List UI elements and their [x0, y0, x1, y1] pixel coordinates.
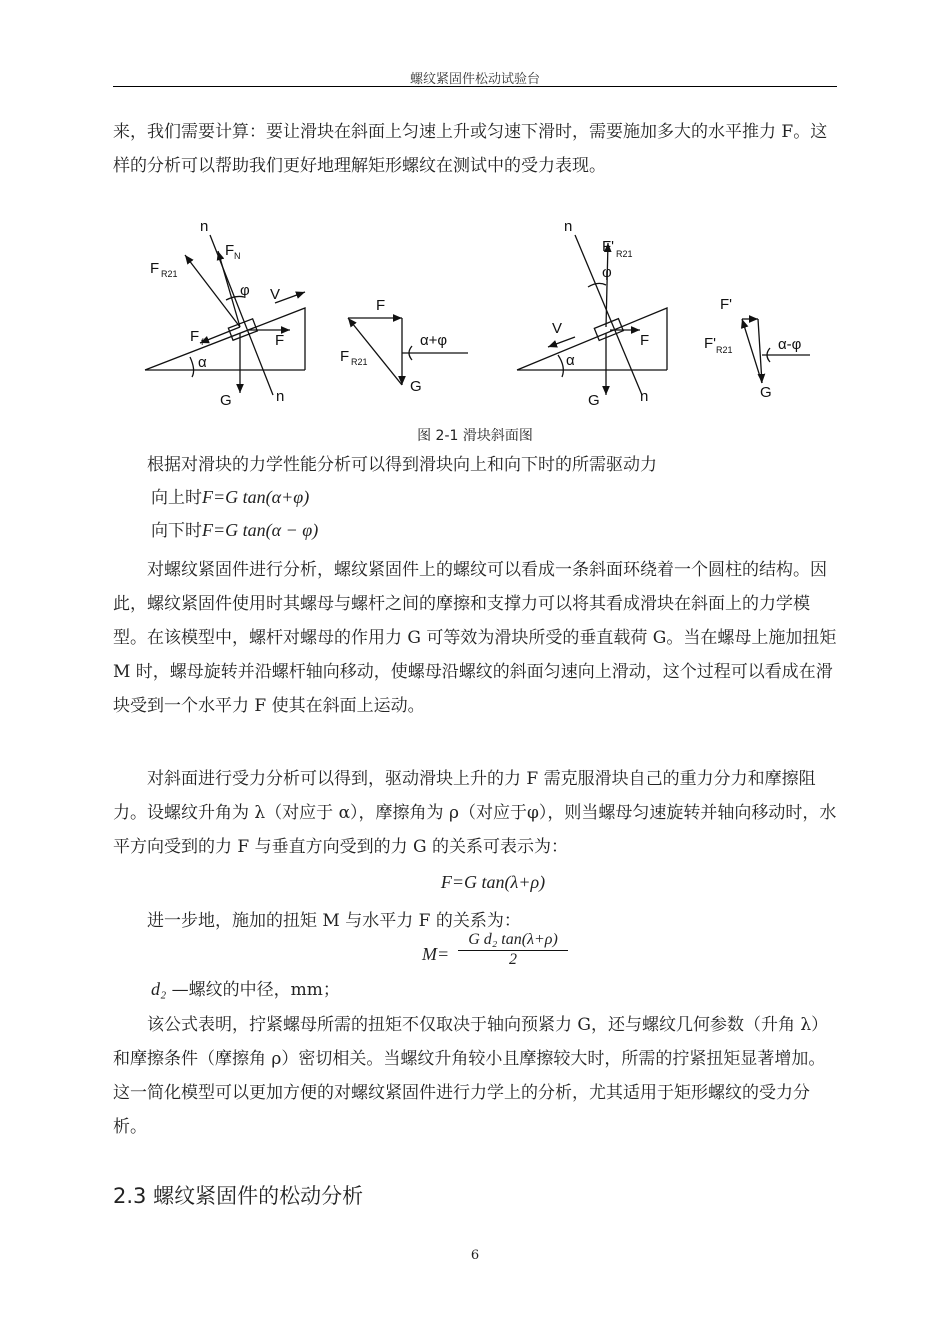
label-FR21p-3-sub: R21 — [616, 249, 633, 259]
down-equation: F=G tan(α − φ) — [202, 520, 319, 540]
incline-figure — [130, 215, 830, 415]
page-number: 6 — [470, 1248, 480, 1263]
label-FN-sub: N — [234, 251, 241, 261]
label-F-1: F — [275, 332, 285, 349]
label-FR21-sub: R21 — [161, 269, 178, 279]
up-label: 向上时 — [151, 488, 202, 508]
label-phi-1: φ — [240, 282, 250, 299]
label-G-3: G — [588, 392, 600, 409]
label-n-bottom-3: n — [640, 388, 649, 405]
torque-paragraph: 进一步地，施加的扭矩 M 与水平力 F 的关系为： — [147, 911, 521, 931]
section-heading: 2.3 螺纹紧固件的松动分析 — [113, 1184, 364, 1208]
running-header: 螺纹紧固件松动试验台 — [409, 72, 540, 87]
d2-description: —螺纹的中径，mm； — [171, 980, 340, 1000]
label-G-4: G — [760, 384, 772, 401]
label-n-top-1: n — [200, 218, 209, 235]
torque-denominator: 2 — [509, 951, 517, 968]
d2-symbol: d₂ — [151, 979, 167, 999]
label-FR21-2-sub: R21 — [351, 357, 368, 367]
label-V-3: V — [552, 320, 563, 337]
label-alpha-plus-phi: α+φ — [420, 332, 448, 349]
label-n-bottom-1: n — [276, 388, 285, 405]
label-G-2: G — [410, 378, 422, 395]
header-rule — [113, 86, 837, 87]
down-equation-row — [151, 516, 318, 541]
label-alpha-3: α — [566, 352, 575, 369]
intro-paragraph: 来，我们需要计算：要让滑块在斜面上匀速上升或匀速下滑时，需要施加多大的水平推力 F。这样的分析可以帮助我们更好地理解矩形螺纹在测试中的受力表现。 — [113, 122, 828, 176]
label-FR21p-3: F' — [602, 238, 615, 255]
torque-lhs: M= — [422, 944, 450, 964]
label-n-top-3: n — [564, 218, 573, 235]
label-FR21p-4: F' — [704, 335, 717, 352]
label-G-1: G — [220, 392, 232, 409]
label-FN: F — [225, 242, 235, 259]
drive-force-paragraph: 根据对滑块的力学性能分析可以得到滑块向上和向下时的所需驱动力 — [147, 455, 657, 475]
force-paragraph: 对斜面进行受力分析可以得到，驱动滑块上升的力 F 需克服滑块自己的重力分力和摩擦阻力。设螺纹升角为 λ（对应于 α），摩擦角为 ρ（对应于φ），则当螺母匀速旋转并轴向移动时，水平方向受到的力 F 与垂直方向受到的力 G 的关系可表示为： — [113, 769, 837, 857]
label-alpha-minus-phi: α-φ — [778, 336, 802, 353]
label-V-1: V — [270, 286, 281, 303]
label-FR21: F — [150, 260, 160, 277]
up-equation-row — [151, 483, 309, 508]
model-paragraph: 对螺纹紧固件进行分析，螺纹紧固件上的螺纹可以看成一条斜面环绕着一个圆柱的结构。因此，螺纹紧固件使用时其螺母与螺杆之间的摩擦和支撑力可以将其看成滑块在斜面上的力学模型。在该模型中，螺杆对螺母的作用力 G 可等效为滑块所受的垂直载荷 G。当在螺母上施加扭矩 M 时，螺母旋转并沿螺杆轴向移动，使螺母沿螺纹的斜面匀速向上滑动，这个过程可以看成在滑块受到一个水平力 F 使其在斜面上运动。 — [113, 560, 837, 716]
conclusion-paragraph: 该公式表明，拧紧螺母所需的扭矩不仅取决于轴向预紧力 G，还与螺纹几何参数（升角 λ）和摩擦条件（摩擦角 ρ）密切相关。当螺纹升角较小且摩擦较大时，所需的拧紧扭矩显著增加。这一简化模型可以更加方便的对螺纹紧固件进行力学上的分析，尤其适用于矩形螺纹的受力分析。 — [113, 1015, 829, 1137]
force-equation: F=G tan(λ+ρ) — [440, 872, 546, 892]
label-Ff-sub: f — [201, 337, 204, 347]
figure-caption: 图 2-1 滑块斜面图 — [417, 428, 533, 444]
label-F-3: F — [640, 332, 650, 349]
label-F-2: F — [376, 297, 386, 314]
label-phi-3: φ — [602, 264, 612, 281]
label-FR21-2: F — [340, 348, 350, 365]
label-alpha-1: α — [198, 354, 207, 371]
down-label: 向下时 — [151, 521, 202, 541]
label-FR21p-4-sub: R21 — [716, 345, 733, 355]
up-equation: F=G tan(α+φ) — [202, 487, 310, 507]
torque-fraction — [458, 930, 568, 969]
label-Ff: F — [190, 328, 200, 345]
label-Fprime: F' — [720, 296, 733, 313]
torque-numerator: G d₂ tan(λ+ρ) — [458, 930, 568, 951]
d2-definition — [151, 975, 340, 1000]
